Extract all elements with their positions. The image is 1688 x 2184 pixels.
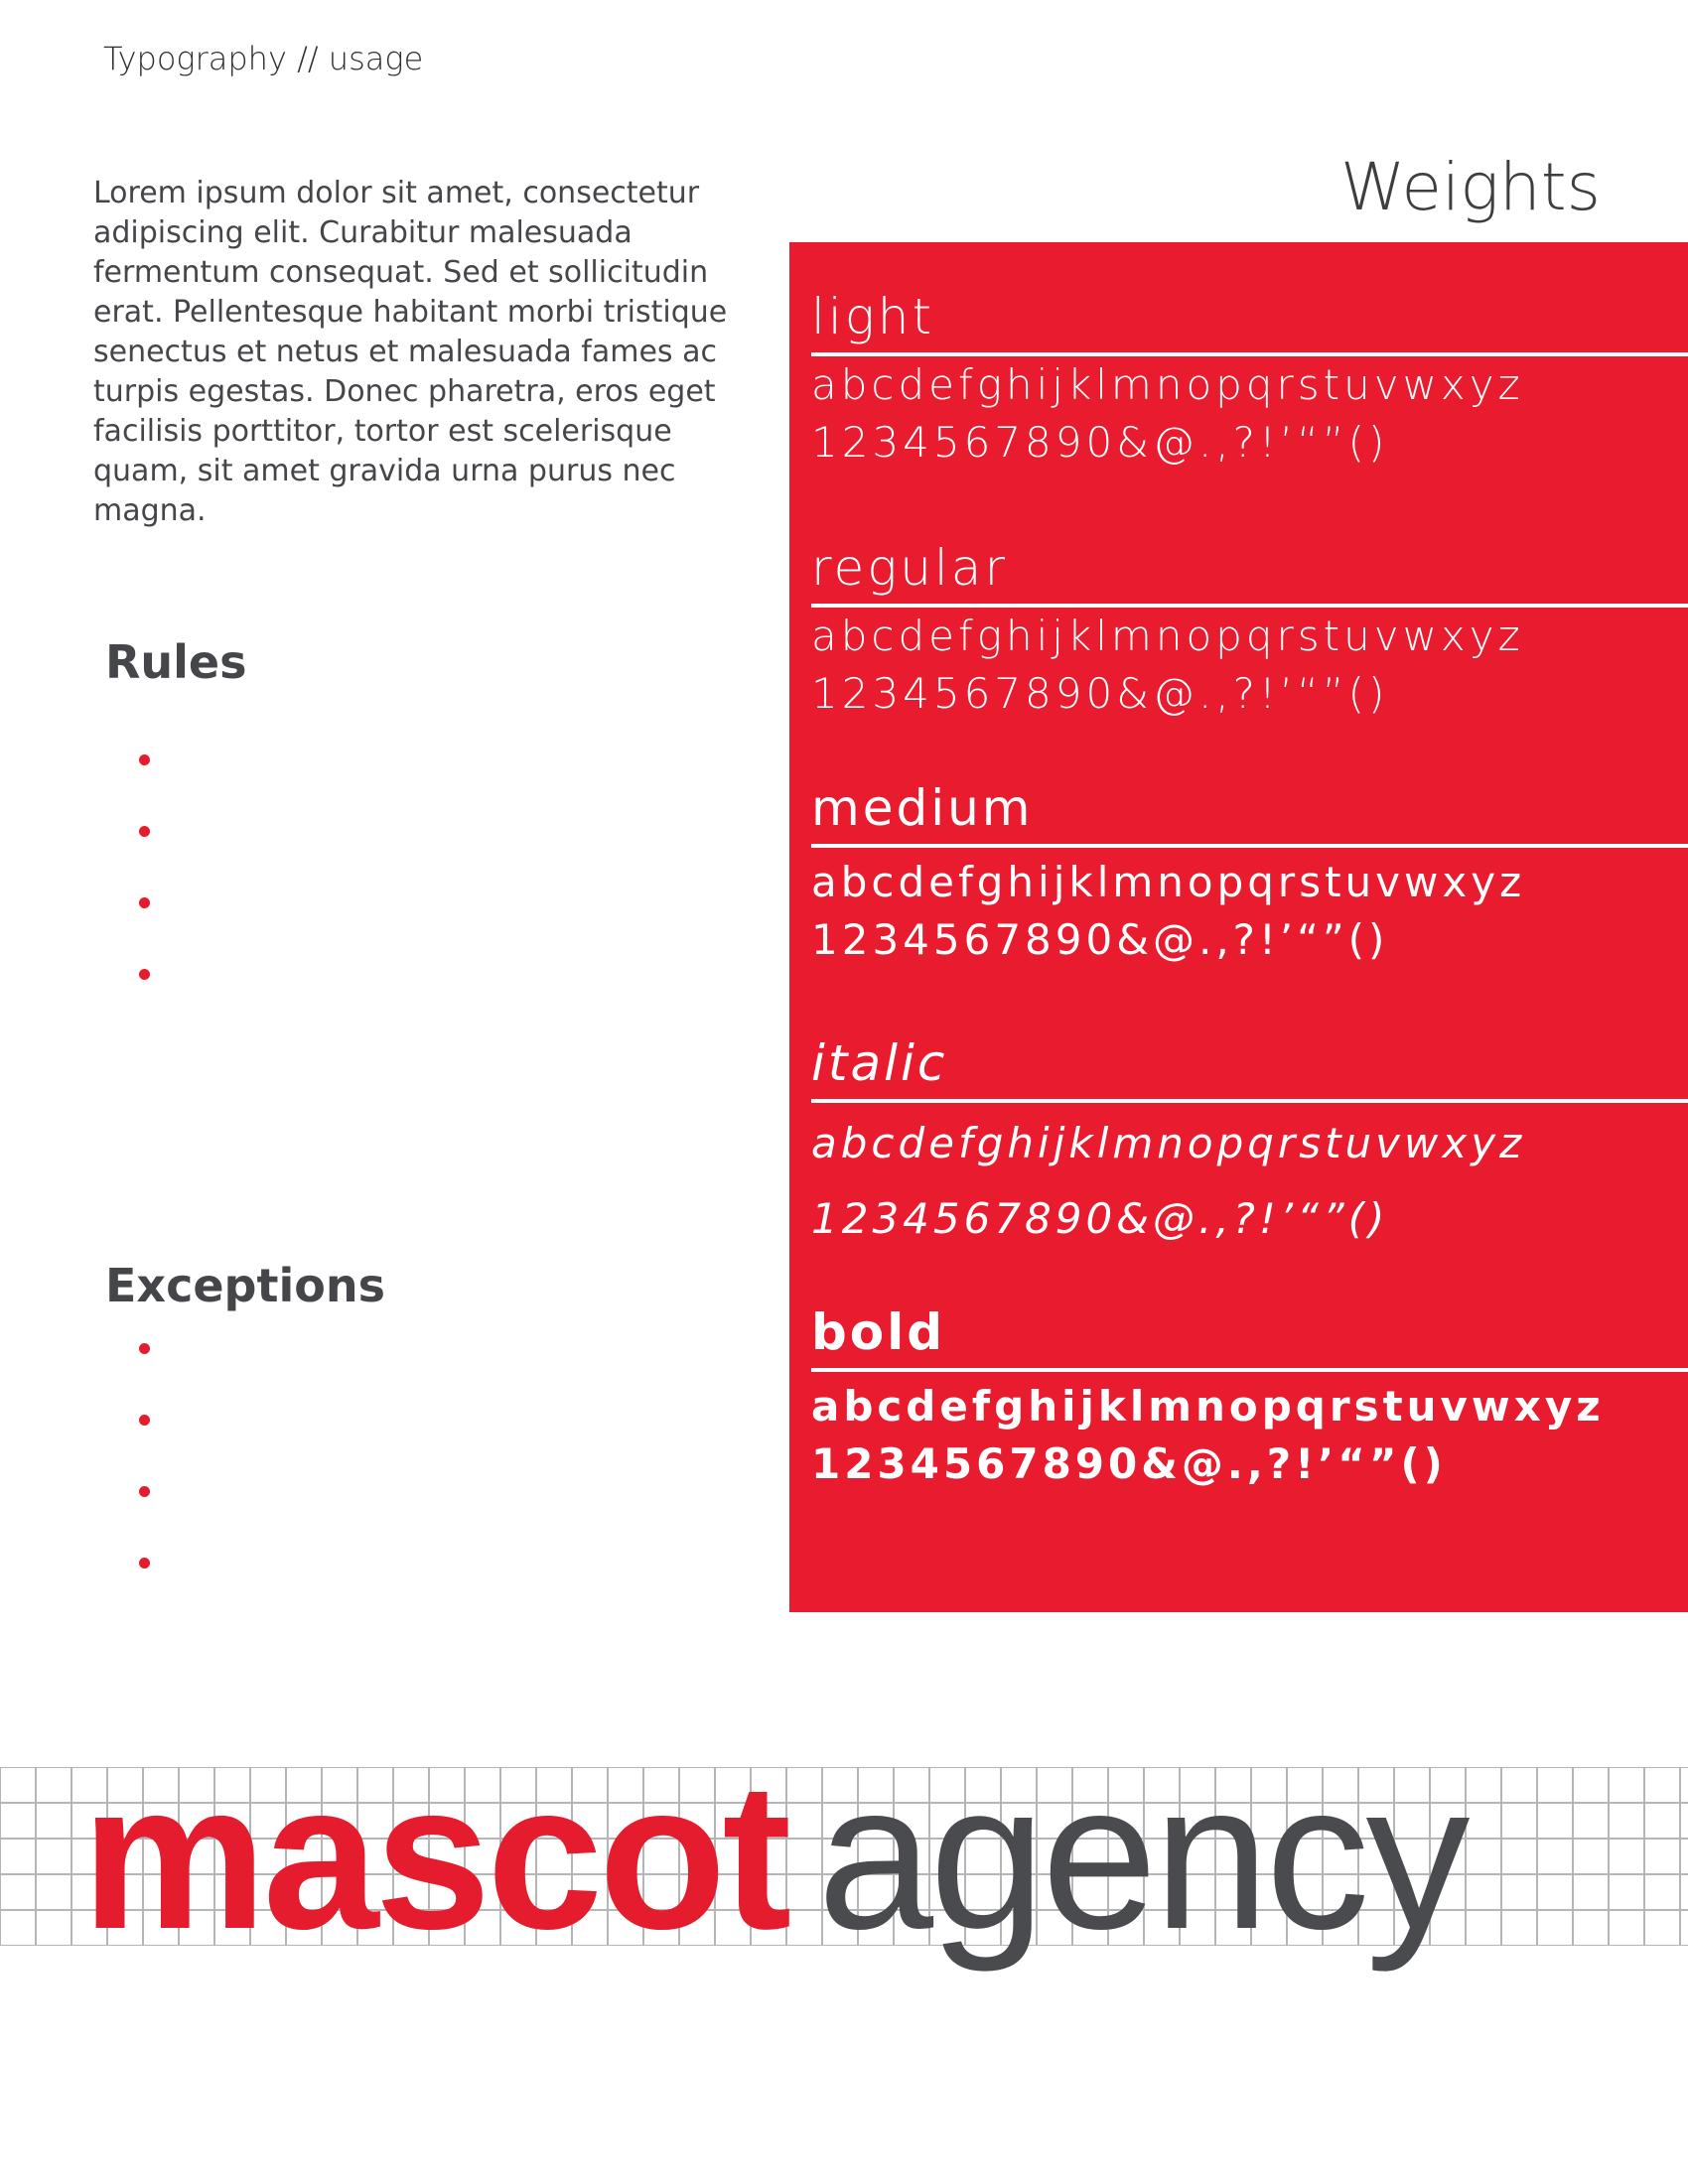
bullet-dot-icon — [139, 1415, 150, 1426]
weight-light-specimen — [811, 287, 1688, 472]
exceptions-heading: Exceptions — [105, 1259, 385, 1312]
logo-word-agency: agency — [817, 1739, 1467, 1973]
weight-name: italic — [811, 1034, 948, 1092]
symbols-specimen: 1234567890&@.,?!’“”() — [811, 1194, 1389, 1243]
symbols-specimen: 1234567890&@.,?!’“”() — [811, 418, 1389, 467]
bullet-dot-icon — [139, 969, 150, 980]
bullet-dot-icon — [139, 754, 150, 765]
bullet-dot-icon — [139, 1558, 150, 1569]
lowercase-specimen: abcdefghijklmnopqrstuvwxyz — [811, 360, 1524, 409]
bullet-dot-icon — [139, 826, 150, 837]
weight-name: bold — [811, 1303, 946, 1361]
lowercase-specimen: abcdefghijklmnopqrstuvwxyz — [811, 612, 1524, 660]
weight-bold-specimen — [811, 1302, 1688, 1493]
bullet-dot-icon — [139, 1486, 150, 1497]
intro-paragraph: Lorem ipsum dolor sit amet, consectetur adipiscing elit. Curabitur malesuada fermentum consequat. Sed et sollicitudin erat. Pellentesque habitant morbi tristique senectus et netus et malesuada fames ac turpis egestas. Donec pharetra, eros eget facilisis porttitor, tortor est scelerisque quam, sit amet gravida urna purus nec magna. — [93, 176, 728, 528]
symbols-specimen: 1234567890&@.,?!’“”() — [811, 1439, 1447, 1488]
weight-name: light — [811, 288, 935, 345]
divider — [811, 1099, 1688, 1103]
lowercase-specimen: abcdefghijklmnopqrstuvwxyz — [811, 1119, 1526, 1167]
logo-word-mascot: mascot — [81, 1739, 788, 1973]
weights-panel — [789, 242, 1688, 1612]
brand-logo-wordmark — [81, 1739, 1467, 1973]
symbols-specimen: 1234567890&@.,?!’“”() — [811, 915, 1389, 964]
weight-name: regular — [811, 539, 1009, 597]
lowercase-specimen: abcdefghijklmnopqrstuvwxyz — [811, 858, 1526, 906]
bullet-dot-icon — [139, 1343, 150, 1354]
page-header-label: Typography // usage — [103, 40, 424, 77]
divider — [811, 1368, 1688, 1372]
symbols-specimen: 1234567890&@.,?!’“”() — [811, 669, 1389, 718]
rules-heading: Rules — [105, 635, 247, 689]
weight-medium-specimen — [811, 778, 1688, 969]
weights-heading: Weights — [1339, 149, 1601, 225]
weight-italic-specimen — [811, 1033, 1688, 1248]
weight-regular-specimen — [811, 538, 1688, 723]
lowercase-specimen: abcdefghijklmnopqrstuvwxyz — [811, 1382, 1605, 1431]
divider — [811, 844, 1688, 848]
bullet-dot-icon — [139, 897, 150, 908]
weight-name: medium — [811, 779, 1034, 837]
